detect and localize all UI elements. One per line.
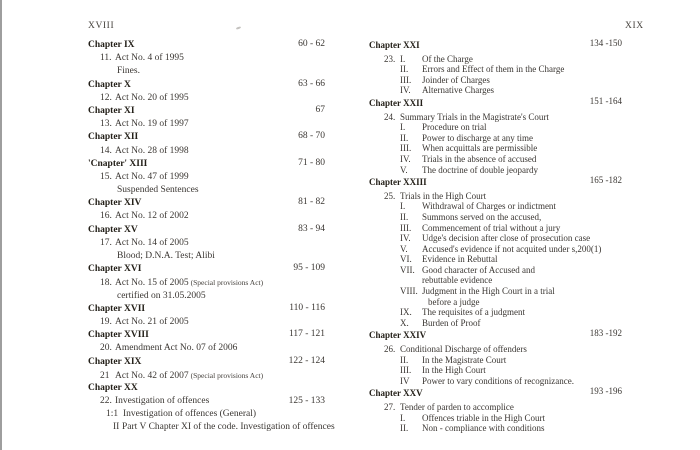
toc-entry-row [88, 65, 325, 78]
page-range: 125 - 133 [288, 396, 325, 407]
toc-entry-row [88, 276, 325, 289]
page-range: 95 - 109 [293, 263, 325, 274]
entry-text: Burden of Proof [422, 317, 481, 328]
entry-text: Power to discharge at any time [422, 132, 534, 143]
page-number-left: XVIII [88, 21, 115, 31]
entry-text: Conditional Discharge of offenders [400, 344, 527, 355]
chapter-row [88, 197, 325, 210]
entry-text: Commencement of trial without a jury [422, 222, 561, 233]
entry-text: Power to vary conditions of recognizance. [422, 375, 574, 386]
chapter-title: Chapter XXIII [369, 177, 427, 188]
entry-text: Of the Charge [422, 53, 473, 64]
roman-numeral: X. [400, 317, 409, 328]
entry-text: Good character of Accused and [422, 264, 535, 275]
page-range: 110 - 116 [289, 302, 325, 313]
entry-text: Act No. 14 of 2005 [115, 237, 189, 248]
chapter-row [369, 330, 622, 341]
roman-numeral: IV [400, 375, 410, 386]
toc-entry-row [369, 402, 622, 413]
page-number-right: XIX [625, 21, 644, 31]
entry-text: Blood; D.N.A. Test; Alibi [117, 251, 215, 261]
toc-entry-row [369, 376, 622, 387]
toc-entry-row [88, 118, 325, 131]
roman-numeral: V. [400, 164, 408, 175]
chapter-row [88, 356, 325, 369]
entry-text: Accused's evidence if not acquited under s,200(1) [422, 243, 602, 254]
toc-entry-row [369, 154, 622, 165]
page-range: 117 - 121 [288, 329, 325, 340]
item-number: 13. [100, 119, 112, 130]
item-number: 27. [384, 402, 396, 412]
entry-text: certified on 31.05.2005 [117, 290, 206, 301]
page-right-rows [369, 38, 622, 434]
chapter-row [88, 105, 325, 118]
page-range: 60 - 62 [298, 39, 325, 49]
page-range: 183 -192 [589, 328, 622, 339]
entry-text: Investigation of offences [115, 396, 210, 407]
chapter-title: Chapter XIX [88, 356, 142, 367]
entry-text: Part V Chapter XI of the code. Investigation of offences [122, 422, 335, 433]
item-number: 16. [100, 211, 112, 222]
entry-text: Alternative Charges [422, 85, 495, 96]
scan-artifact [236, 26, 241, 30]
toc-entry-row [369, 212, 622, 223]
toc-entry-row [88, 145, 325, 158]
toc-entry-row [369, 64, 622, 75]
item-number: 18. [100, 278, 112, 289]
item-number: 24. [384, 111, 396, 122]
chapter-title: Chapter XIV [88, 198, 142, 209]
entry-text: Act No. 4 of 1995 [115, 53, 184, 64]
entry-text: Amendment Act No. 07 of 2006 [115, 343, 238, 354]
chapter-title: Chapter X [88, 79, 131, 90]
item-number: 25. [384, 190, 396, 201]
roman-numeral: III. [400, 74, 412, 85]
item-number: 1:1 [106, 409, 119, 420]
entry-text: Udge's decision after close of prosecution case [422, 233, 591, 244]
chapter-row [88, 303, 325, 316]
entry-text: Errors and Effect of them in the Charge [422, 64, 565, 75]
roman-numeral: III. [400, 143, 412, 154]
chapter-row [369, 177, 622, 188]
toc-entry-row [369, 254, 622, 265]
chapter-title: Chapter XXIV [369, 330, 427, 341]
entry-text: Act No. 20 of 1995 [115, 92, 189, 103]
roman-numeral: I. [400, 53, 406, 64]
entry-text: In the Magistrate Court [422, 354, 507, 365]
entry-note: (Special provisions Act) [190, 370, 264, 380]
page-range: 67 [315, 104, 325, 115]
toc-entry-row [88, 421, 335, 434]
chapter-row [369, 95, 622, 109]
chapter-row [88, 158, 325, 171]
item-number: 23. [384, 53, 396, 64]
toc-entry-row [369, 122, 622, 133]
entry-note: (Special provisions Act) [190, 278, 264, 288]
chapter-title: Chapter XI [88, 105, 135, 116]
toc-entry-row [88, 52, 325, 65]
toc-entry-row [369, 318, 622, 329]
toc-entry-row [369, 85, 622, 96]
roman-numeral: III. [400, 365, 412, 376]
toc-entry-row [369, 265, 622, 276]
toc-entry-row [369, 201, 622, 212]
roman-numeral: II. [400, 423, 409, 434]
toc-entry-row [369, 344, 622, 355]
page-left-rows [88, 39, 335, 435]
toc-entry-row [88, 171, 325, 184]
roman-numeral: II. [400, 64, 409, 75]
page-divider [0, 0, 2, 450]
page-range: 193 -196 [589, 386, 622, 397]
chapter-row [88, 263, 325, 276]
chapter-title: Chapter XXV [369, 388, 423, 399]
chapter-title: 'Cnapter' XIII [88, 158, 148, 169]
entry-text: Act No. 19 of 1997 [115, 119, 189, 130]
entry-text: Summons served on the accused, [422, 211, 542, 222]
toc-entry-row [369, 133, 622, 144]
entry-text: In the High Court [422, 365, 486, 376]
toc-entry-row [369, 275, 622, 286]
chapter-title: Chapter XVIII [88, 330, 149, 341]
roman-numeral: I. [400, 412, 406, 423]
toc-entry-row [369, 143, 622, 154]
entry-text: Tender of parden to accomplice [400, 402, 514, 412]
toc-entry-row [88, 210, 325, 223]
roman-numeral: IV. [400, 153, 411, 164]
entry-text: When acquittals are permissible [422, 143, 538, 154]
page-range: 63 - 66 [298, 78, 325, 89]
toc-entry-row [88, 237, 325, 250]
toc-entry-row [369, 75, 622, 86]
chapter-title: Chapter IX [88, 40, 135, 50]
page-range: 71 - 80 [298, 157, 325, 168]
chapter-row [88, 382, 325, 395]
toc-entry-row [369, 112, 622, 123]
toc-entry-row [88, 250, 325, 263]
roman-numeral: IV. [400, 85, 411, 96]
roman-numeral: VIII. [400, 286, 418, 297]
entry-text: Act No. 15 of 2005 [115, 278, 189, 289]
entry-text: The requisites of a judgment [422, 307, 525, 318]
toc-entry-row [369, 307, 622, 318]
item-number: 12. [100, 92, 112, 103]
toc-entry-row [369, 165, 622, 176]
roman-numeral: III. [400, 222, 412, 233]
toc-entry-row [369, 191, 622, 202]
entry-text: Act No. 42 of 2007 [115, 370, 189, 381]
toc-entry-row [88, 92, 325, 105]
entry-text: rebuttable evidence [422, 275, 493, 286]
chapter-title: Chapter XXI [369, 40, 420, 50]
item-number: 11. [100, 53, 112, 64]
chapter-row [88, 224, 325, 237]
toc-entry-row [88, 369, 325, 382]
chapter-title: Chapter XII [88, 132, 139, 143]
page-range: 83 - 94 [298, 223, 325, 234]
entry-text: Withdrawal of Charges or indictment [422, 201, 556, 212]
chapter-row [88, 329, 325, 342]
roman-numeral: VII. [400, 264, 415, 275]
entry-text: Investigation of offences (General) [123, 409, 257, 420]
toc-entry-row [369, 244, 622, 255]
roman-numeral: I. [400, 122, 406, 133]
item-number: 19. [100, 316, 112, 327]
toc-entry-row [369, 223, 622, 234]
item-number: 22. [100, 396, 112, 407]
item-number: 14. [100, 145, 112, 156]
chapter-title: Chapter XX [88, 382, 138, 393]
chapter-title: Chapter XVII [88, 303, 146, 314]
roman-numeral: IX. [400, 307, 412, 318]
entry-text: Procedure on trial [422, 122, 487, 133]
entry-text: Act No. 12 of 2002 [115, 211, 189, 222]
entry-text: Trials in the absence of accused [422, 153, 537, 164]
chapter-row [88, 79, 325, 92]
chapter-row [369, 40, 622, 51]
entry-text: Act No. 28 of 1998 [115, 145, 189, 156]
entry-text: Summary Trials in the Magistrate's Court [400, 111, 549, 122]
roman-numeral: II. [400, 132, 409, 143]
entry-text: Fines. [117, 66, 140, 77]
entry-text: Joinder of Charges [422, 74, 490, 85]
chapter-title: Chapter XV [88, 224, 138, 235]
item-number: II [113, 422, 120, 433]
toc-entry-row [369, 233, 622, 244]
page-range: 122 - 124 [288, 355, 325, 366]
toc-entry-row [369, 413, 622, 424]
chapter-row [88, 131, 325, 144]
toc-entry-row [369, 365, 622, 376]
toc-entry-row [369, 54, 622, 65]
roman-numeral: I. [400, 201, 406, 212]
chapter-row [88, 39, 325, 52]
toc-entry-row [369, 423, 622, 434]
entry-text: Act No. 47 of 1999 [115, 171, 189, 182]
entry-text: Suspended Sentences [117, 185, 199, 196]
entry-text: The doctrine of double jeopardy [422, 164, 538, 175]
toc-entry-row [369, 355, 622, 366]
roman-numeral: VI. [400, 254, 412, 265]
item-number: 17. [100, 237, 112, 248]
roman-numeral: V. [400, 243, 408, 254]
item-number: 21 [100, 370, 110, 381]
toc-entry-row [88, 395, 325, 408]
page-range: 68 - 70 [298, 131, 325, 142]
chapter-title: Chapter XXII [369, 97, 424, 108]
entry-text: Act No. 21 of 2005 [115, 316, 189, 327]
chapter-title: Chapter XVI [88, 264, 142, 275]
item-number: 26. [384, 344, 396, 355]
item-number: 15. [100, 171, 112, 182]
entry-text: Trials in the High Court [400, 190, 487, 201]
entry-text: Evidence in Rebuttal [422, 254, 498, 265]
page-range: 134 -150 [589, 38, 622, 48]
toc-entry-row [369, 286, 622, 297]
page-range: 151 -164 [589, 95, 622, 106]
page-range: 81 - 82 [298, 197, 325, 208]
entry-text: before a judge [428, 296, 480, 307]
entry-text: Offences triable in the High Court [422, 412, 546, 423]
page-range: 165 -182 [589, 175, 622, 186]
chapter-row [369, 388, 622, 399]
roman-numeral: II. [400, 211, 409, 222]
toc-entry-row [88, 184, 325, 197]
item-number: 20. [100, 343, 112, 354]
toc-entry-row [369, 297, 622, 308]
entry-text: Judgment in the High Court in a trial [422, 286, 555, 297]
roman-numeral: II. [400, 354, 409, 365]
toc-entry-row [88, 408, 325, 421]
roman-numeral: IV. [400, 233, 411, 244]
entry-text: Non - compliance with conditions [422, 423, 545, 434]
